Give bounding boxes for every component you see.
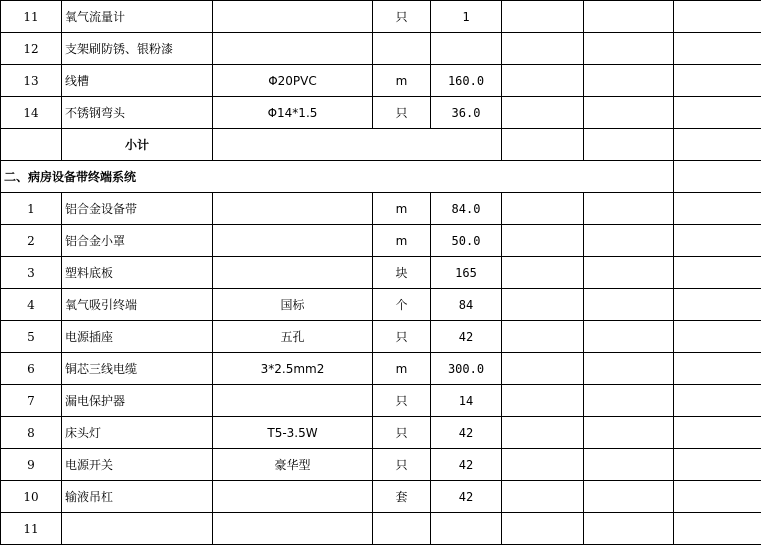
- spec-cell[interactable]: [213, 33, 373, 65]
- row-number-cell[interactable]: 11: [1, 513, 62, 545]
- quantity-cell[interactable]: 160.0: [431, 65, 502, 97]
- row-number-cell[interactable]: 9: [1, 449, 62, 481]
- empty-cell[interactable]: [584, 193, 674, 225]
- empty-cell[interactable]: [674, 513, 761, 545]
- table-row: [1, 321, 761, 353]
- empty-cell[interactable]: [502, 417, 584, 449]
- empty-cell[interactable]: [584, 513, 674, 545]
- subtotal-extra-cell[interactable]: [584, 129, 674, 161]
- unit-cell[interactable]: 块: [373, 257, 431, 289]
- item-name-cell[interactable]: 线槽: [62, 65, 213, 97]
- table-row: [1, 225, 761, 257]
- unit-cell[interactable]: m: [373, 193, 431, 225]
- spec-cell[interactable]: 国标: [213, 289, 373, 321]
- quantity-cell[interactable]: 84.0: [431, 193, 502, 225]
- row-number-cell[interactable]: 11: [1, 1, 62, 33]
- empty-cell[interactable]: [502, 97, 584, 129]
- spec-cell[interactable]: [213, 481, 373, 513]
- spec-cell[interactable]: 3*2.5mm2: [213, 353, 373, 385]
- quantity-cell[interactable]: 42: [431, 481, 502, 513]
- empty-cell[interactable]: [502, 65, 584, 97]
- subtotal-extra-cell[interactable]: [502, 129, 584, 161]
- empty-cell[interactable]: [584, 97, 674, 129]
- subtotal-empty-cell[interactable]: [1, 129, 62, 161]
- empty-cell[interactable]: [502, 257, 584, 289]
- row-number-cell[interactable]: 4: [1, 289, 62, 321]
- empty-cell[interactable]: [674, 417, 761, 449]
- table-row: [1, 481, 761, 513]
- empty-cell[interactable]: [584, 481, 674, 513]
- item-name-cell[interactable]: 铝合金小罩: [62, 225, 213, 257]
- quantity-cell[interactable]: 1: [431, 1, 502, 33]
- quantity-cell[interactable]: 36.0: [431, 97, 502, 129]
- row-number-cell[interactable]: 2: [1, 225, 62, 257]
- unit-cell[interactable]: 个: [373, 289, 431, 321]
- unit-cell[interactable]: m: [373, 225, 431, 257]
- item-name-cell[interactable]: 电源插座: [62, 321, 213, 353]
- row-number-cell[interactable]: 3: [1, 257, 62, 289]
- table-row: [1, 97, 761, 129]
- table-row: [1, 289, 761, 321]
- item-name-cell[interactable]: 铝合金设备带: [62, 193, 213, 225]
- subtotal-extra-cell[interactable]: [674, 129, 761, 161]
- table-row: [1, 353, 761, 385]
- table-row: [1, 513, 761, 545]
- unit-cell[interactable]: 套: [373, 481, 431, 513]
- subtotal-row: [1, 129, 761, 161]
- table-body-top: [1, 1, 761, 129]
- table-row: [1, 417, 761, 449]
- row-number-cell[interactable]: 6: [1, 353, 62, 385]
- row-number-cell[interactable]: 1: [1, 193, 62, 225]
- empty-cell[interactable]: [674, 353, 761, 385]
- section-header-row: [1, 161, 761, 193]
- empty-cell[interactable]: [674, 385, 761, 417]
- spec-cell[interactable]: [213, 257, 373, 289]
- empty-cell[interactable]: [502, 289, 584, 321]
- empty-cell[interactable]: [584, 321, 674, 353]
- spec-cell[interactable]: Φ20PVC: [213, 65, 373, 97]
- empty-cell[interactable]: [584, 1, 674, 33]
- empty-cell[interactable]: [674, 257, 761, 289]
- empty-cell[interactable]: [584, 449, 674, 481]
- table-body-bottom: [1, 193, 761, 545]
- item-name-cell[interactable]: 铜芯三线电缆: [62, 353, 213, 385]
- empty-cell[interactable]: [674, 97, 761, 129]
- empty-cell[interactable]: [584, 225, 674, 257]
- item-name-cell[interactable]: 输液吊杠: [62, 481, 213, 513]
- spec-cell[interactable]: Φ14*1.5: [213, 97, 373, 129]
- row-number-cell[interactable]: 7: [1, 385, 62, 417]
- unit-cell[interactable]: 只: [373, 1, 431, 33]
- row-number-cell[interactable]: 5: [1, 321, 62, 353]
- spec-cell[interactable]: T5-3.5W: [213, 417, 373, 449]
- unit-cell[interactable]: 只: [373, 321, 431, 353]
- empty-cell[interactable]: [584, 33, 674, 65]
- subtotal-value-cell[interactable]: [213, 129, 502, 161]
- empty-cell[interactable]: [502, 513, 584, 545]
- empty-cell[interactable]: [674, 193, 761, 225]
- spec-cell[interactable]: [213, 1, 373, 33]
- unit-cell[interactable]: m: [373, 353, 431, 385]
- empty-cell[interactable]: [674, 289, 761, 321]
- quantity-cell[interactable]: 165: [431, 257, 502, 289]
- quantity-cell[interactable]: [431, 33, 502, 65]
- row-number-cell[interactable]: 10: [1, 481, 62, 513]
- empty-cell[interactable]: [502, 1, 584, 33]
- empty-cell[interactable]: [502, 481, 584, 513]
- row-number-cell[interactable]: 12: [1, 33, 62, 65]
- unit-cell[interactable]: 只: [373, 449, 431, 481]
- spec-cell[interactable]: 豪华型: [213, 449, 373, 481]
- empty-cell[interactable]: [502, 225, 584, 257]
- section-title[interactable]: 二、病房设备带终端系统: [1, 161, 674, 193]
- spec-cell[interactable]: [213, 513, 373, 545]
- quantity-cell[interactable]: 42: [431, 417, 502, 449]
- empty-cell[interactable]: [502, 321, 584, 353]
- table-row: [1, 33, 761, 65]
- section-extra-cell[interactable]: [674, 161, 761, 193]
- unit-cell[interactable]: 只: [373, 385, 431, 417]
- empty-cell[interactable]: [674, 1, 761, 33]
- table-row: [1, 385, 761, 417]
- empty-cell[interactable]: [674, 33, 761, 65]
- empty-cell[interactable]: [502, 385, 584, 417]
- spec-cell[interactable]: [213, 193, 373, 225]
- quantity-cell[interactable]: 300.0: [431, 353, 502, 385]
- row-number-cell[interactable]: 13: [1, 65, 62, 97]
- empty-cell[interactable]: [674, 65, 761, 97]
- empty-cell[interactable]: [674, 449, 761, 481]
- item-name-cell[interactable]: [62, 513, 213, 545]
- empty-cell[interactable]: [584, 417, 674, 449]
- table-row: [1, 1, 761, 33]
- empty-cell[interactable]: [674, 225, 761, 257]
- item-name-cell[interactable]: 氧气流量计: [62, 1, 213, 33]
- quantity-cell[interactable]: 42: [431, 321, 502, 353]
- quantity-cell[interactable]: 42: [431, 449, 502, 481]
- table-row: [1, 193, 761, 225]
- empty-cell[interactable]: [502, 33, 584, 65]
- empty-cell[interactable]: [674, 481, 761, 513]
- table-row: [1, 65, 761, 97]
- subtotal-label[interactable]: 小计: [62, 129, 213, 161]
- item-name-cell[interactable]: 床头灯: [62, 417, 213, 449]
- empty-cell[interactable]: [584, 257, 674, 289]
- unit-cell[interactable]: 只: [373, 97, 431, 129]
- unit-cell[interactable]: m: [373, 65, 431, 97]
- spec-cell[interactable]: [213, 225, 373, 257]
- item-name-cell[interactable]: 支架刷防锈、银粉漆: [62, 33, 213, 65]
- unit-cell[interactable]: 只: [373, 417, 431, 449]
- row-number-cell[interactable]: 14: [1, 97, 62, 129]
- empty-cell[interactable]: [584, 65, 674, 97]
- unit-cell[interactable]: [373, 33, 431, 65]
- empty-cell[interactable]: [502, 353, 584, 385]
- empty-cell[interactable]: [502, 193, 584, 225]
- item-name-cell[interactable]: 电源开关: [62, 449, 213, 481]
- item-name-cell[interactable]: 塑料底板: [62, 257, 213, 289]
- empty-cell[interactable]: [584, 385, 674, 417]
- table-row: [1, 449, 761, 481]
- quantity-cell[interactable]: 84: [431, 289, 502, 321]
- table-row: [1, 257, 761, 289]
- quantity-cell[interactable]: 50.0: [431, 225, 502, 257]
- item-name-cell[interactable]: 漏电保护器: [62, 385, 213, 417]
- empty-cell[interactable]: [584, 353, 674, 385]
- empty-cell[interactable]: [674, 321, 761, 353]
- subtotal-body: [1, 129, 761, 193]
- item-name-cell[interactable]: 氧气吸引终端: [62, 289, 213, 321]
- row-number-cell[interactable]: 8: [1, 417, 62, 449]
- quantity-cell[interactable]: 14: [431, 385, 502, 417]
- spec-cell[interactable]: 五孔: [213, 321, 373, 353]
- empty-cell[interactable]: [584, 289, 674, 321]
- unit-cell[interactable]: [373, 513, 431, 545]
- spec-cell[interactable]: [213, 385, 373, 417]
- empty-cell[interactable]: [502, 449, 584, 481]
- quantity-cell[interactable]: [431, 513, 502, 545]
- item-name-cell[interactable]: 不锈钢弯头: [62, 97, 213, 129]
